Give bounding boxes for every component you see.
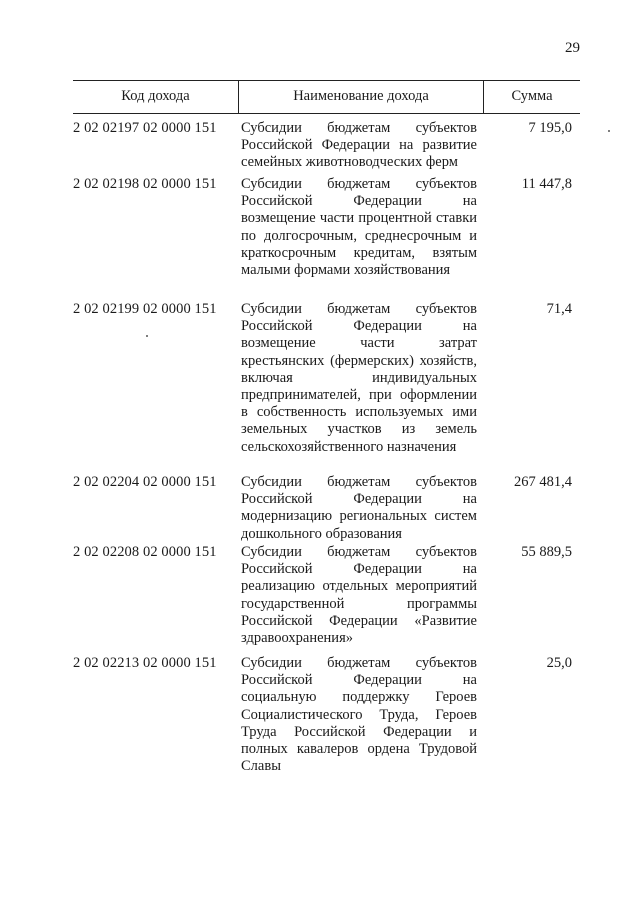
income-code: 2 02 02198 02 0000 151: [73, 176, 217, 192]
income-code: 2 02 02208 02 0000 151: [73, 544, 217, 560]
income-name: Субсидии бюджетам субъектов Российской Федерации на развитие семейных животноводческих ферм: [241, 120, 477, 171]
income-code: 2 02 02204 02 0000 151: [73, 474, 217, 490]
table-row: [73, 120, 580, 176]
table-row: [73, 544, 580, 655]
income-name: Субсидии бюджетам субъектов Российской Федерации на возмещение части процентной ставки по долгосрочным, среднесрочным и краткосрочным кредитам, взятым малыми формами хозяйствования: [241, 176, 477, 279]
income-sum: 267 481,4: [514, 474, 572, 490]
income-code: 2 02 02197 02 0000 151: [73, 120, 217, 136]
page-number: 29: [565, 40, 580, 56]
scan-speck: [146, 335, 148, 337]
table-body: [73, 120, 580, 785]
income-sum: 7 195,0: [528, 120, 572, 136]
header-sum: Сумма: [511, 88, 553, 104]
header-name: Наименование дохода: [293, 88, 429, 104]
income-name: Субсидии бюджетам субъектов Российской Федерации на возмещение части затрат крестьянских (фермерских) хозяйств, включая индивидуальных предпринимателей, при оформлении в собственность используемых ими земельных участков из земель сельскохозяйственного назначения: [241, 301, 477, 455]
income-name: Субсидии бюджетам субъектов Российской Федерации на реализацию отдельных мероприятий государственной программы Российской Федерации «Развитие здравоохранения»: [241, 544, 477, 647]
income-sum: 25,0: [546, 655, 572, 671]
header-code: Код дохода: [121, 88, 190, 104]
table-row: [73, 176, 580, 301]
scan-speck: [608, 130, 610, 132]
table-row: [73, 474, 580, 544]
table-row: [73, 301, 580, 474]
table-header-bottom-rule: [73, 113, 580, 114]
income-sum: 71,4: [546, 301, 572, 317]
income-sum: 11 447,8: [521, 176, 572, 192]
income-code: 2 02 02199 02 0000 151: [73, 301, 217, 317]
income-name: Субсидии бюджетам субъектов Российской Федерации на модернизацию региональных систем дошкольного образования: [241, 474, 477, 542]
income-sum: 55 889,5: [521, 544, 572, 560]
income-name: Субсидии бюджетам субъектов Российской Федерации на социальную поддержку Героев Социалистического Труда, Героев Труда Российской Федерации и полных кавалеров ордена Трудовой Славы: [241, 655, 477, 775]
table-row: [73, 655, 580, 785]
table-top-rule: [73, 80, 580, 81]
income-code: 2 02 02213 02 0000 151: [73, 655, 217, 671]
